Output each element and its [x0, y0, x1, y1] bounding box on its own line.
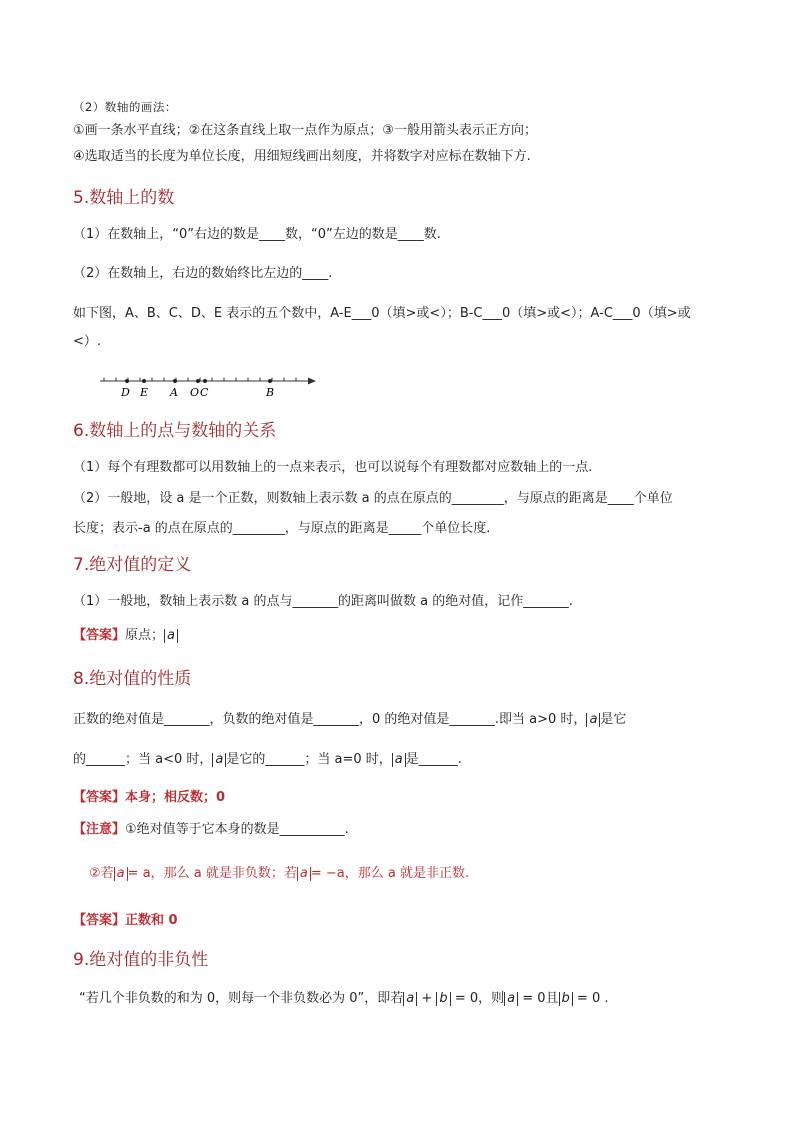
number-line-ticks [104, 378, 296, 382]
section-8-note-2 [89, 865, 469, 883]
section-8-answer [73, 789, 225, 807]
absolute-value-a: a [114, 867, 128, 881]
drawing-method-step-2: ④选取适当的长度为单位长度，用细短线画出刻度，并将数字对应标在数轴下方. [73, 149, 531, 164]
absolute-value-a: a [392, 753, 406, 767]
section-8-line-1 [73, 711, 626, 729]
section-8-line-2-text-3: 是______. [405, 752, 462, 767]
section-7-answer [73, 627, 178, 645]
point-e-dot [142, 379, 146, 383]
absolute-value-a: a [586, 713, 600, 727]
point-d-label: D [121, 386, 130, 399]
section-6-question-2-line-1: （2）一般地，设 a 是一个正数，则数轴上表示数 a 的点在原点的________，与原点的距离是____个单位 [73, 491, 673, 506]
absolute-value-a: a [504, 992, 518, 1006]
point-d-dot [125, 379, 129, 383]
section-8-line-1-text: 正数的绝对值是_______，负数的绝对值是_______，0 的绝对值是_______.即当 a>0 时， [73, 712, 587, 727]
answer-tag: 【答案】 [73, 790, 126, 805]
section-6-heading: 6.数轴上的点与数轴的关系 [73, 421, 277, 441]
section-6-question-2-line-2: 长度；表示-a 的点在原点的________，与原点的距离是_____个单位长度. [73, 521, 491, 536]
section-9-text-1: “若几个非负数的和为 0，则每一个非负数必为 0”，即若 [79, 991, 404, 1006]
section-7-question-1: （1）一般地，数轴上表示数 a 的点与_______的距离叫做数 a 的绝对值，记作_______. [73, 594, 573, 609]
section-8-line-2 [73, 751, 462, 769]
section-9-heading: 9.绝对值的非负性 [73, 950, 209, 970]
absolute-value-a: a [212, 753, 226, 767]
section-5-heading: 5.数轴上的数 [73, 188, 175, 208]
section-9-text-3: = 0且 [518, 991, 559, 1006]
section-8-line-1-end: 是它 [600, 712, 627, 727]
point-b-dot [268, 379, 272, 383]
section-9-text-4: = 0 . [572, 991, 609, 1006]
absolute-value-b: b [559, 992, 573, 1006]
section-5-question-3-line-2: <）. [73, 334, 102, 349]
number-line-figure [96, 368, 320, 400]
section-5-question-3-line-1: 如下图，A、B、C、D、E 表示的五个数中，A-E___0（填>或<）；B-C___0（填>或<）；A-C___0（填>或 [73, 306, 691, 321]
point-a-dot [173, 379, 177, 383]
section-8-heading: 8.绝对值的性质 [73, 669, 192, 689]
point-b-label: B [266, 386, 275, 399]
point-a-label: A [170, 386, 178, 399]
answer-tag: 【答案】 [73, 913, 126, 928]
point-o-label: O [190, 386, 200, 399]
answer-text: 正数和 0 [125, 913, 178, 928]
absolute-value-a: a [297, 867, 311, 881]
section-8-line-2-text-1: 的______；当 a<0 时， [73, 752, 213, 767]
answer-text: 本身；相反数；0 [125, 790, 226, 805]
drawing-method-step-1: ①画一条水平直线；②在这条直线上取一点作为原点；③一般用箭头表示正方向； [73, 123, 537, 138]
section-6-question-1: （1）每个有理数都可以用数轴上的一点来表示，也可以说每个有理数都对应数轴上的一点. [73, 460, 593, 475]
point-o-dot [196, 379, 200, 383]
note-2-text-3: = −a，那么 a 就是非正数. [310, 866, 470, 881]
note-2-text-1: ②若 [89, 866, 114, 881]
drawing-method-title: （2）数轴的画法： [73, 100, 177, 114]
section-8-answer-2 [73, 912, 178, 930]
section-7-heading: 7.绝对值的定义 [73, 555, 192, 575]
note-text: ①绝对值等于它本身的数是__________. [125, 822, 349, 837]
absolute-value-b: b [436, 992, 450, 1006]
section-5-question-1: （1）在数轴上，“0”右边的数是____数，“0”左边的数是____数. [73, 227, 441, 242]
note-tag: 【注意】 [73, 822, 126, 837]
point-c-label: C [200, 386, 209, 399]
point-e-label: E [140, 386, 149, 399]
section-9-line-1 [79, 990, 609, 1008]
section-9-text-2: = 0，则 [450, 991, 505, 1006]
section-8-line-2-text-2: 是它的______；当 a=0 时， [226, 752, 392, 767]
note-2-text-2: = a，那么 a 就是非负数；若 [127, 866, 297, 881]
section-5-question-2: （2）在数轴上，右边的数始终比左边的____. [73, 266, 333, 281]
answer-tag: 【答案】 [73, 628, 126, 643]
absolute-value-a: a [403, 992, 417, 1006]
number-line-arrow [308, 378, 316, 385]
answer-text: 原点； [125, 628, 165, 643]
plus-sign: + [417, 991, 437, 1006]
section-8-note [73, 821, 349, 839]
absolute-value-a: a [164, 629, 178, 643]
point-c-dot [203, 379, 207, 383]
